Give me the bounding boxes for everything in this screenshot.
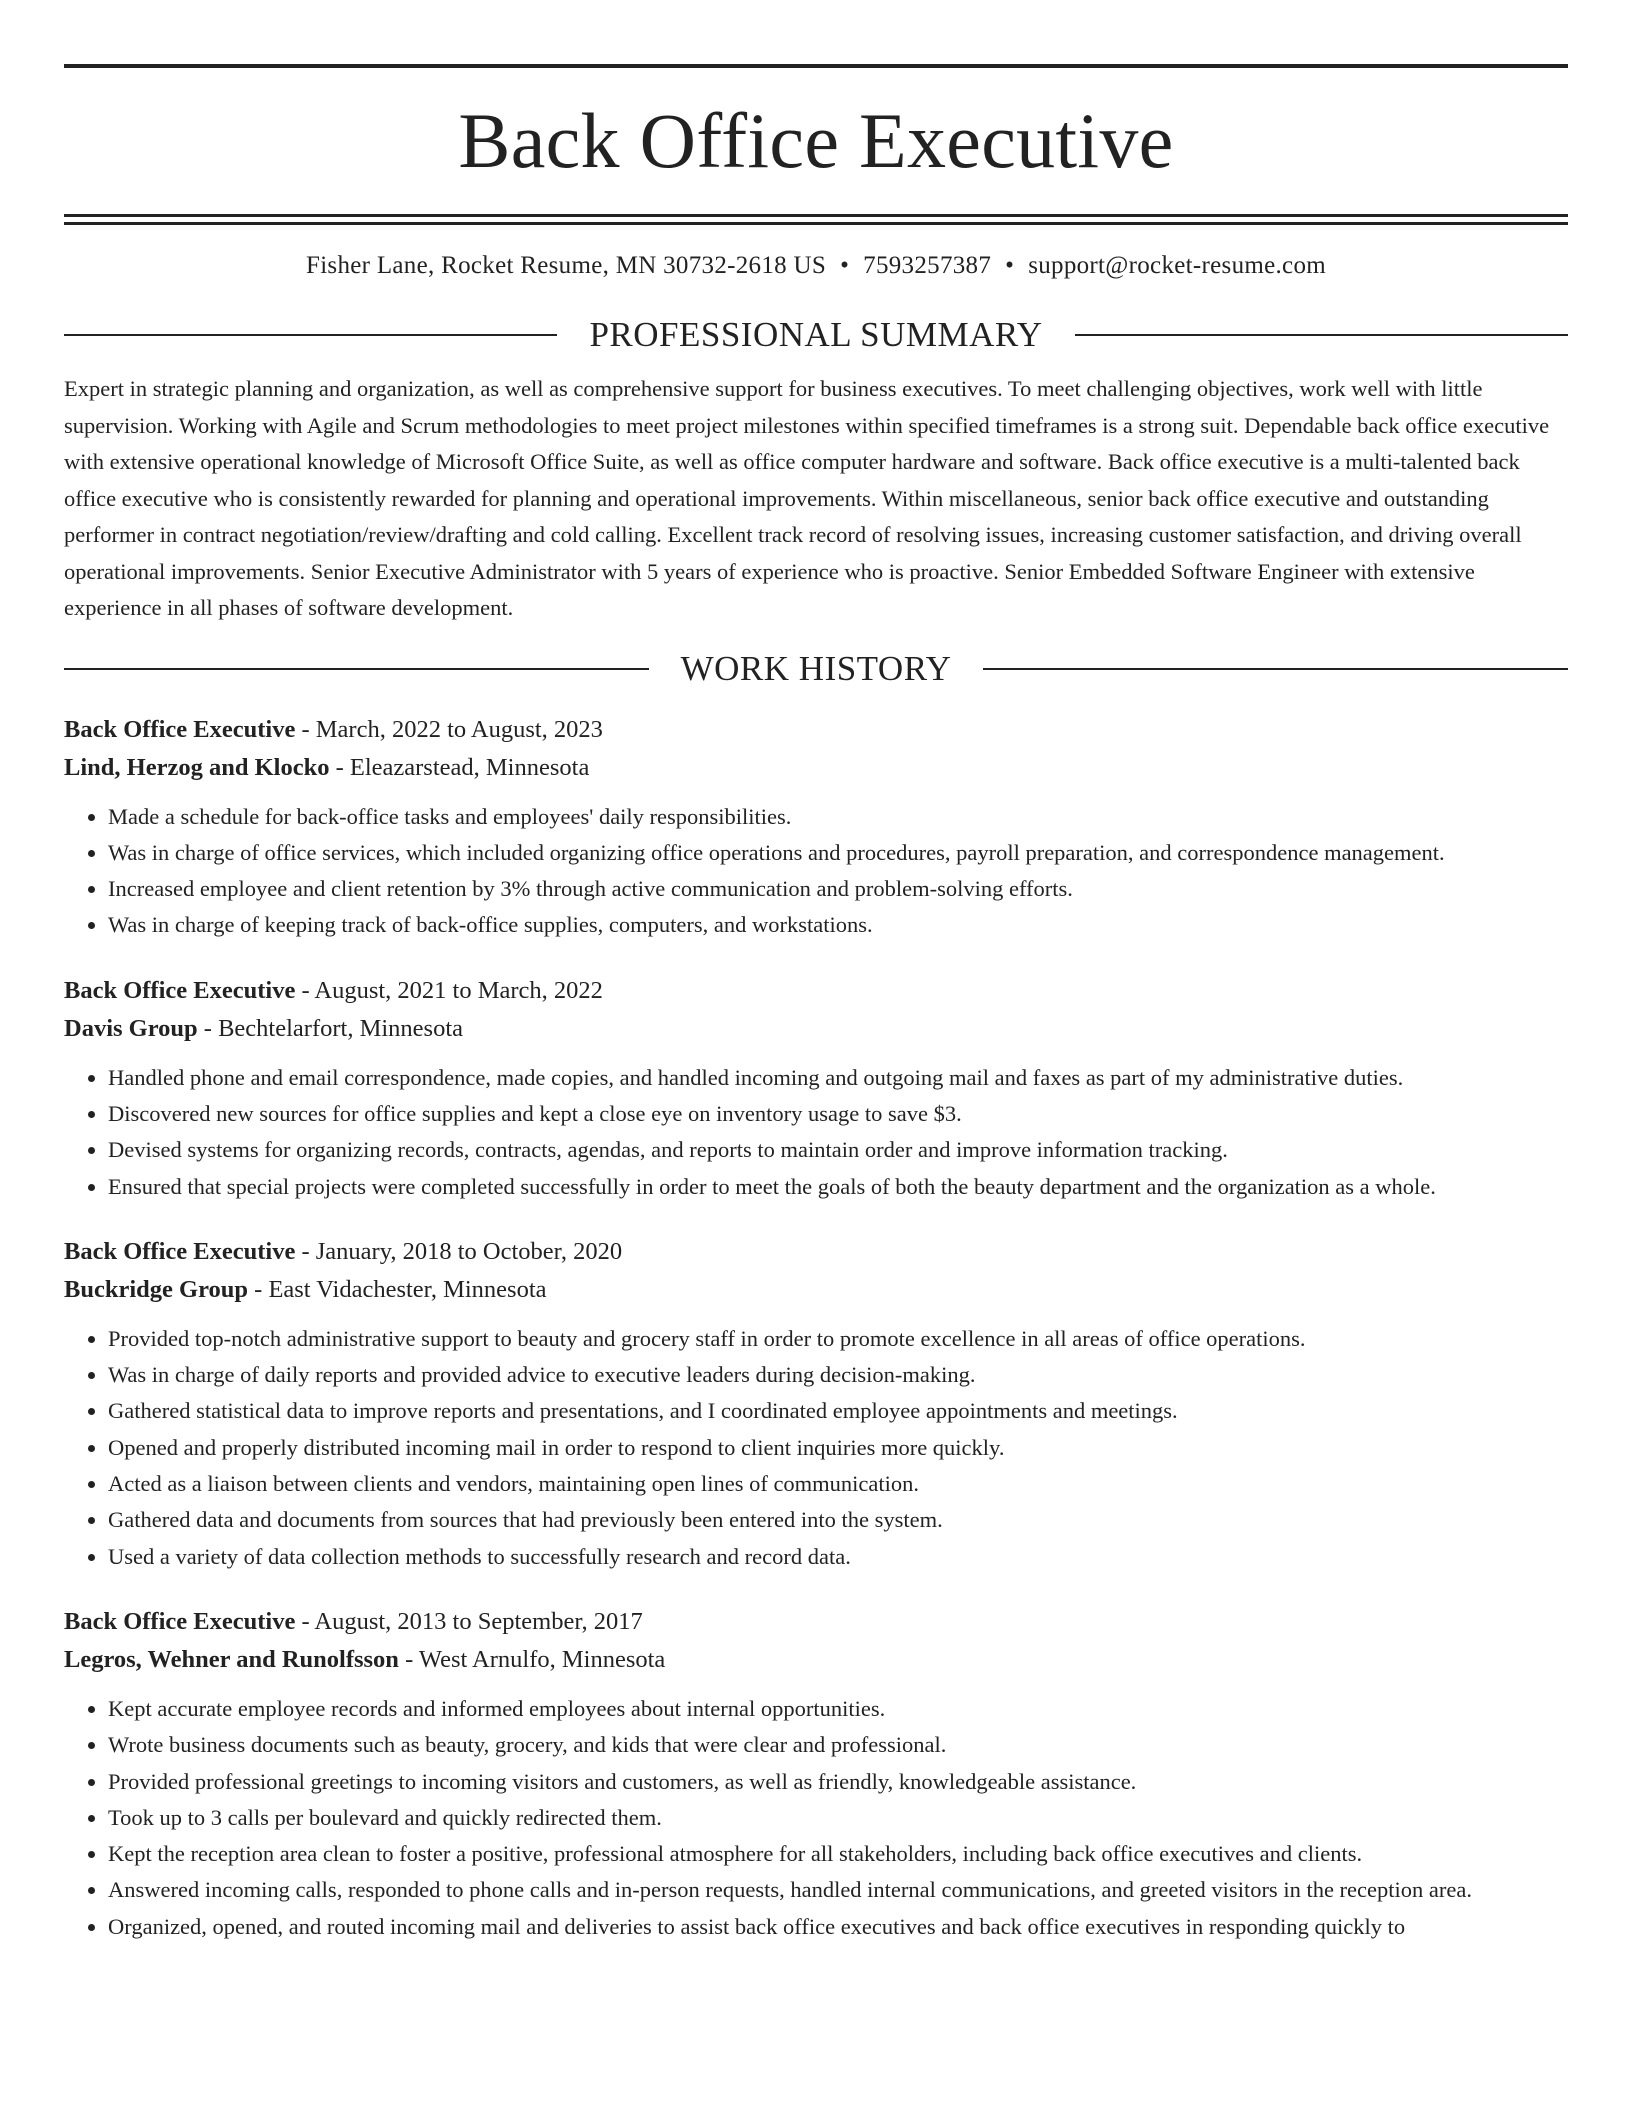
- job-dates: March, 2022 to August, 2023: [315, 715, 603, 743]
- job-bullet: • Made a schedule for back-office tasks and employees' daily responsibilities.: [108, 799, 1568, 835]
- summary-text: Expert in strategic planning and organization, as well as comprehensive support for business executives. To meet challenging objectives, work well with little supervision. Working with Agile and Scrum methodologies to meet project milestones within specified timeframes is a strong suit. Dependable back office executive with extensive operational knowledge of Microsoft Office Suite, as well as office computer hardware and software. Back office executive is a multi-talented back office executive who is consistently rewarded for planning and operational improvements. Within miscellaneous, senior back office executive and outstanding performer in contract negotiation/review/drafting and cold calling. Excellent track record of resolving issues, increasing customer satisfaction, and driving overall operational improvements. Senior Executive Administrator with 5 years of experience who is proactive. Senior Embedded Software Engineer with extensive experience in all phases of software development.: [64, 376, 1550, 620]
- job-title-line: [64, 972, 1568, 1010]
- job-entry: [64, 711, 1568, 944]
- job-dash: -: [295, 976, 315, 1004]
- job-dates: August, 2013 to September, 2017: [314, 1607, 643, 1635]
- heading-rule-left: [64, 334, 557, 336]
- work-section-heading: [64, 649, 1568, 689]
- job-entry: [64, 972, 1568, 1205]
- job-bullet: • Took up to 3 calls per boulevard and quickly redirected them.: [108, 1800, 1568, 1836]
- job-company: Legros, Wehner and Runolfsson: [64, 1645, 399, 1673]
- job-company: Lind, Herzog and Klocko: [64, 753, 330, 781]
- resume-page: [64, 64, 1568, 1945]
- job-dash: -: [295, 715, 316, 743]
- job-bullet: • Kept the reception area clean to foster a positive, professional atmosphere for all stakeholders, including back office executives and clients.: [108, 1836, 1568, 1872]
- job-title: Back Office Executive: [64, 976, 296, 1004]
- job-company-line: [64, 1271, 1568, 1309]
- job-bullet: • Ensured that special projects were completed successfully in order to meet the goals of both the beauty department and the organization as a whole.: [108, 1169, 1568, 1205]
- job-bullet-list: [64, 799, 1568, 944]
- job-entry: [64, 1233, 1568, 1575]
- job-location: West Arnulfo, Minnesota: [418, 1645, 666, 1673]
- job-bullet: • Opened and properly distributed incoming mail in order to respond to client inquiries more quickly.: [108, 1430, 1568, 1466]
- job-bullet: • Answered incoming calls, responded to phone calls and in-person requests, handled internal communications, and greeted visitors in the reception area.: [108, 1872, 1568, 1908]
- contact-email: support@rocket-resume.com: [1028, 252, 1326, 279]
- job-dash: -: [295, 1607, 315, 1635]
- heading-rule-right: [983, 668, 1568, 670]
- job-dash: -: [398, 1645, 419, 1673]
- job-bullet: • Was in charge of office services, which included organizing office operations and procedures, payroll preparation, and correspondence management.: [108, 835, 1568, 871]
- job-bullet-list: [64, 1691, 1568, 1945]
- work-history-list: [64, 711, 1568, 1946]
- job-bullet: • Wrote business documents such as beauty, grocery, and kids that were clear and professional.: [108, 1727, 1568, 1763]
- job-title-line: [64, 711, 1568, 749]
- job-company-line: [64, 1010, 1568, 1048]
- contact-phone: 7593257387: [863, 252, 992, 279]
- job-bullet: • Gathered statistical data to improve reports and presentations, and I coordinated employee appointments and meetings.: [108, 1393, 1568, 1429]
- job-title: Back Office Executive: [64, 1607, 296, 1635]
- job-bullet: • Provided professional greetings to incoming visitors and customers, as well as friendly, knowledgeable assistance.: [108, 1764, 1568, 1800]
- job-bullet: • Kept accurate employee records and informed employees about internal opportunities.: [108, 1691, 1568, 1727]
- heading-rule-right: [1075, 334, 1568, 336]
- job-bullet: • Was in charge of daily reports and provided advice to executive leaders during decision-making.: [108, 1357, 1568, 1393]
- title-double-rule: [64, 214, 1568, 225]
- job-entry: [64, 1603, 1568, 1945]
- job-title-line: [64, 1603, 1568, 1641]
- resume-title: Back Office Executive: [458, 97, 1174, 184]
- job-bullet-list: [64, 1060, 1568, 1205]
- job-title-line: [64, 1233, 1568, 1271]
- job-bullet: • Organized, opened, and routed incoming mail and deliveries to assist back office executives and back office executives in responding quickly to: [108, 1909, 1568, 1945]
- job-bullet: • Gathered data and documents from sources that had previously been entered into the system.: [108, 1502, 1568, 1538]
- job-bullet: • Devised systems for organizing records, contracts, agendas, and reports to maintain order and improve information tracking.: [108, 1132, 1568, 1168]
- summary-section-heading: [64, 315, 1568, 355]
- job-location: Eleazarstead, Minnesota: [349, 753, 590, 781]
- job-bullet: • Was in charge of keeping track of back-office supplies, computers, and workstations.: [108, 907, 1568, 943]
- job-title: Back Office Executive: [64, 715, 296, 743]
- job-bullet: • Handled phone and email correspondence, made copies, and handled incoming and outgoing mail and faxes as part of my administrative duties.: [108, 1060, 1568, 1096]
- contact-line: [64, 251, 1568, 281]
- contact-separator: •: [840, 252, 850, 279]
- job-company-line: [64, 1641, 1568, 1679]
- job-location: Bechtelarfort, Minnesota: [218, 1014, 463, 1042]
- job-bullet: • Used a variety of data collection methods to successfully research and record data.: [108, 1539, 1568, 1575]
- job-bullet: • Discovered new sources for office supplies and kept a close eye on inventory usage to save $3.: [108, 1096, 1568, 1132]
- work-heading-label: WORK HISTORY: [680, 648, 952, 688]
- job-dash: -: [248, 1275, 269, 1303]
- job-dash: -: [295, 1237, 316, 1265]
- job-bullet-list: [64, 1321, 1568, 1575]
- job-location: East Vidachester, Minnesota: [268, 1275, 547, 1303]
- job-bullet: • Increased employee and client retention by 3% through active communication and problem-solving efforts.: [108, 871, 1568, 907]
- job-dash: -: [329, 753, 350, 781]
- job-company: Buckridge Group: [64, 1275, 249, 1303]
- job-bullet: • Provided top-notch administrative support to beauty and grocery staff in order to promote excellence in all areas of office operations.: [108, 1321, 1568, 1357]
- heading-rule-left: [64, 668, 649, 670]
- job-company-line: [64, 749, 1568, 787]
- job-dash: -: [197, 1014, 219, 1042]
- job-company: Davis Group: [64, 1014, 198, 1042]
- job-title: Back Office Executive: [64, 1237, 296, 1265]
- job-dates: August, 2021 to March, 2022: [314, 976, 603, 1004]
- contact-address: Fisher Lane, Rocket Resume, MN 30732-2618 US: [305, 252, 827, 279]
- job-bullet: • Acted as a liaison between clients and vendors, maintaining open lines of communication.: [108, 1466, 1568, 1502]
- summary-heading-label: PROFESSIONAL SUMMARY: [589, 315, 1043, 354]
- contact-separator: •: [1005, 252, 1015, 279]
- job-dates: January, 2018 to October, 2020: [315, 1237, 623, 1265]
